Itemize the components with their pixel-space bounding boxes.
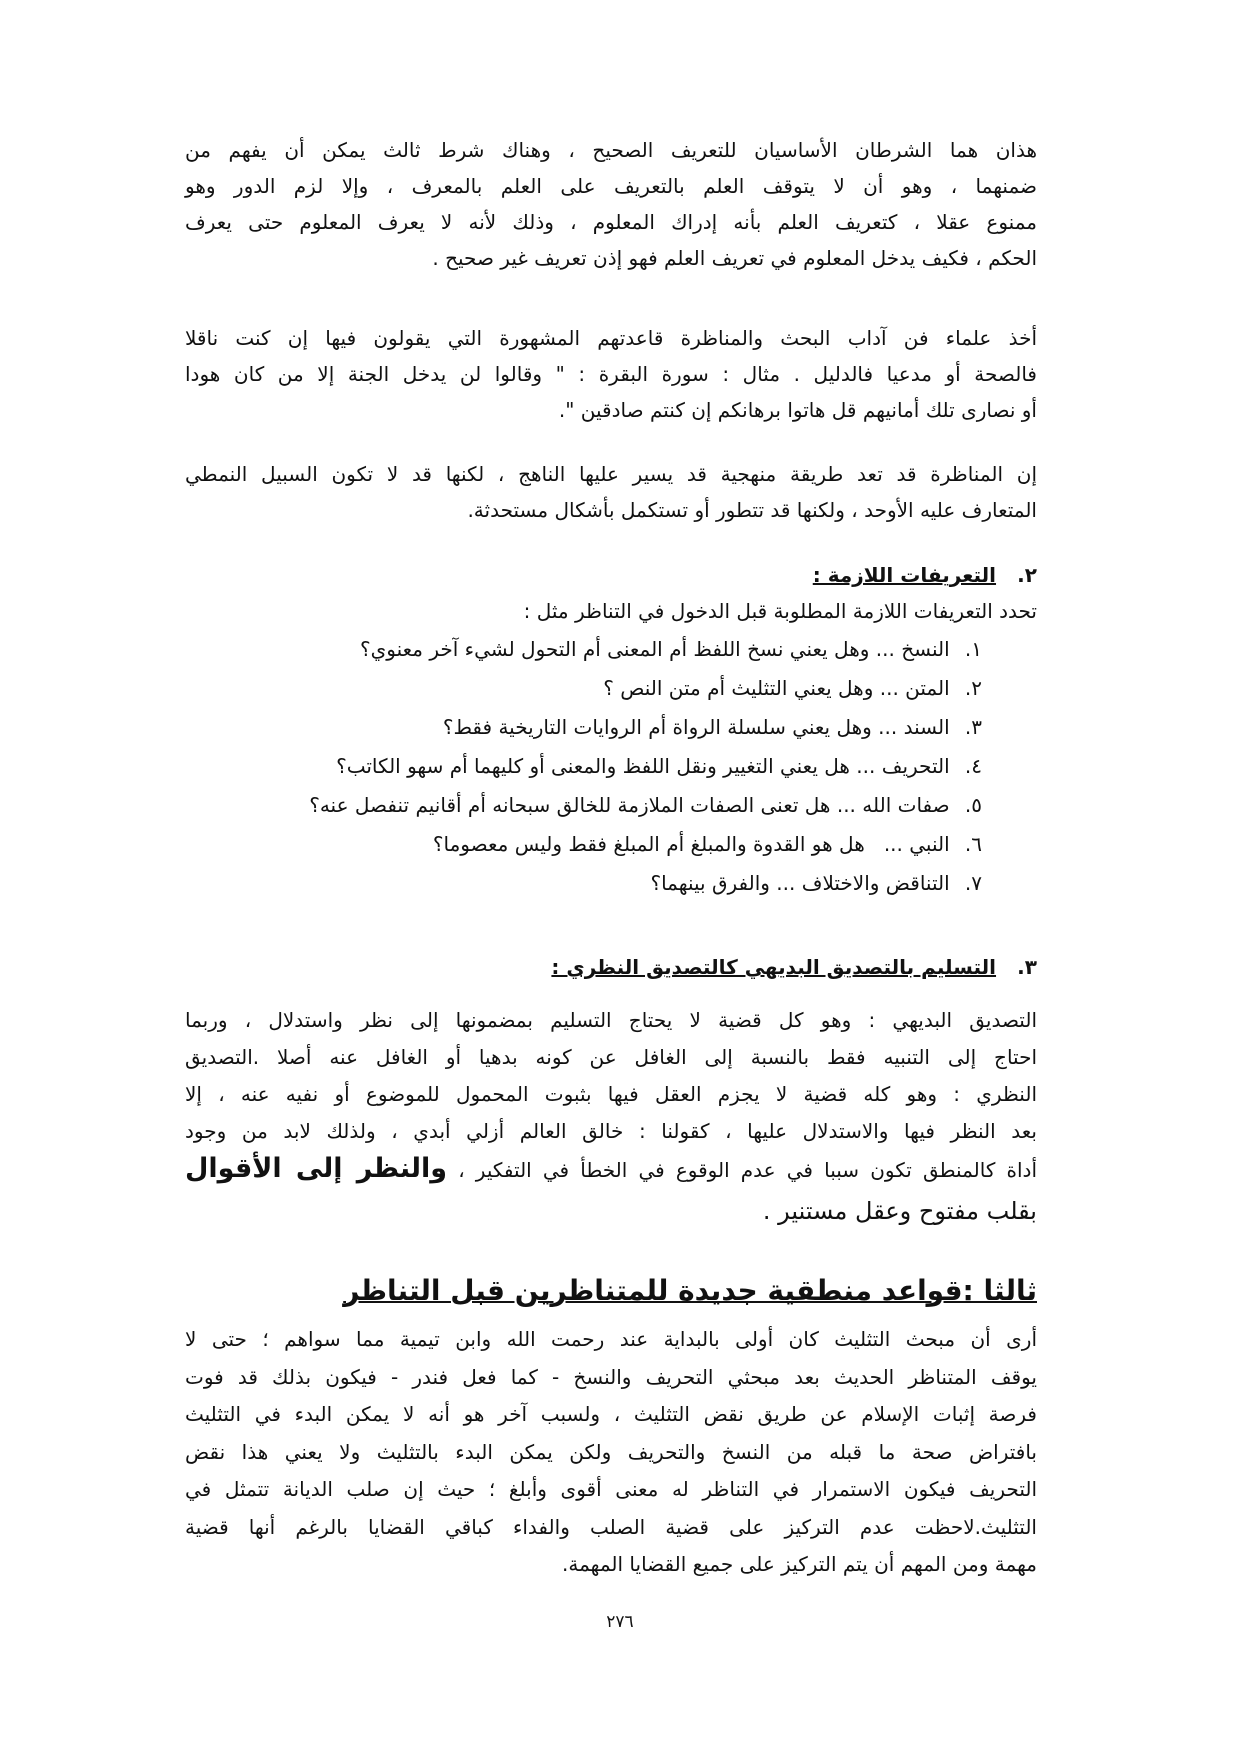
paragraph-line xyxy=(185,1150,1037,1189)
list-item-number: ٢. xyxy=(964,676,982,700)
paragraph-line: إن المناظرة قد تعد طريقة منهجية قد يسير عليها الناهج ، لكنها قد لا تكون السبيل النمطي xyxy=(185,462,1037,486)
list-item-number: ٧. xyxy=(964,871,982,895)
list-item-number: ٦. xyxy=(964,832,982,856)
section-title: التعريفات اللازمة : xyxy=(812,563,997,587)
paragraph-line: التثليث.لاحظت عدم التركيز على قضية الصلب والفداء كباقي القضايا بالرغم أنها قضية xyxy=(185,1514,1037,1539)
paragraph-line: هذان هما الشرطان الأساسيان للتعريف الصحيح ، وهناك شرط ثالث يمكن أن يفهم من xyxy=(185,138,1037,162)
list-item xyxy=(185,669,982,708)
paragraph-line: مهمة ومن المهم أن يتم التركيز على جميع القضايا المهمة. xyxy=(561,1552,1037,1576)
list-item-text: صفات الله ... هل تعنى الصفات الملازمة للخالق سبحانه أم أقانيم تنفصل عنه؟ xyxy=(309,793,950,817)
section-2-intro: تحدد التعريفات اللازمة المطلوبة قبل الدخول في التناظر مثل : xyxy=(523,599,1037,623)
list-item xyxy=(185,864,982,903)
list-item-number: ٣. xyxy=(964,715,982,739)
paragraph-line: بافتراض صحة ما قبله من النسخ والتحريف ولكن يمكن البدء بالتثليث ولا يعني هذا نقض xyxy=(185,1439,1037,1464)
section-title: التسليم بالتصديق البديهي كالتصديق النظري : xyxy=(551,955,997,979)
section-3-paragraph xyxy=(185,1002,1037,1233)
emphasized-text: والنظر إلى الأقوال xyxy=(185,1153,448,1184)
rule-paragraph xyxy=(185,320,1037,428)
third-section-heading: ثالثا :قواعد منطقية جديدة للمتناظرين قبل التناظر xyxy=(343,1274,1037,1307)
list-item-text: النسخ ... وهل يعني نسخ اللفظ أم المعنى أم التحول لشيء آخر معنوي؟ xyxy=(360,637,950,661)
intro-paragraph xyxy=(185,132,1037,276)
paragraph-line: أرى أن مبحث التثليث كان أولى بالبداية عند رحمت الله وابن تيمية مما سواهم ؛ حتى لا xyxy=(185,1327,1037,1351)
paragraph-line: يوقف المتناظر الحديث بعد مبحثي التحريف والنسخ - كما فعل فندر - فيكون بذلك قد فوت xyxy=(185,1364,1037,1389)
paragraph-line: بعد النظر فيها والاستدلال عليها ، كقولنا : خالق العالم أزلي أبدي ، ولذلك لابد من وجود xyxy=(185,1119,1037,1143)
paragraph-line: التصديق البديهي : وهو كل قضية لا يحتاج التسليم بمضمونها إلى نظر واستدلال ، وربما xyxy=(185,1008,1037,1032)
list-item-text: المتن ... وهل يعني التثليث أم متن النص ؟ xyxy=(603,676,950,700)
section-2-heading xyxy=(185,557,1037,593)
list-item-number: ١. xyxy=(964,637,982,661)
line-text: أداة كالمنطق تكون سببا في عدم الوقوع في الخطأ في التفكير ، xyxy=(447,1158,1038,1182)
document-page xyxy=(185,0,1037,1638)
paragraph-line: فالصحة أو مدعيا فالدليل . مثال : سورة البقرة : " وقالوا لن يدخل الجنة إلا من كان هودا xyxy=(185,362,1037,386)
paragraph-line: ممنوع عقلا ، كتعريف العلم بأنه إدراك المعلوم ، وذلك لأنه لا يعرف المعلوم حتى يعرف xyxy=(185,210,1037,234)
paragraph-line: المتعارف عليه الأوحد ، ولكنها قد تتطور أو تستكمل بأشكال مستحدثة. xyxy=(467,498,1037,522)
section-number: ٣. xyxy=(1017,955,1037,979)
paragraph-line: أخذ علماء فن آداب البحث والمناظرة قاعدتهم المشهورة التي يقولون فيها إن كنت ناقلا xyxy=(185,326,1037,350)
list-item xyxy=(185,825,982,864)
definitions-list xyxy=(185,630,1037,903)
list-item-number: ٤. xyxy=(964,754,982,778)
page-number: ٢٧٦ xyxy=(606,1611,634,1632)
list-item-text: النبي ... هل هو القدوة والمبلغ أم المبلغ فقط وليس معصوما؟ xyxy=(432,832,950,856)
list-item-text: السند ... وهل يعني سلسلة الرواة أم الروايات التاريخية فقط؟ xyxy=(442,715,950,739)
section-3-heading xyxy=(185,949,1037,985)
paragraph-line: الحكم ، فكيف يدخل المعلوم في تعريف العلم فهو إذن تعريف غير صحيح . xyxy=(432,246,1037,270)
paragraph-line: ضمنهما ، وهو أن لا يتوقف العلم بالتعريف على العلم بالمعرف ، وإلا لزم الدور وهو xyxy=(185,174,1037,198)
list-item-number: ٥. xyxy=(964,793,982,817)
list-item xyxy=(185,708,982,747)
paragraph-line: فرصة إثبات الإسلام عن طريق نقض التثليث ، ولسبب آخر هو أنه لا يمكن البدء في التثليث xyxy=(185,1402,1037,1426)
paragraph-line: التحريف فيكون الاستمرار في التناظر له معنى أقوى وأبلغ ؛ حيث إن صلب الديانة تتمثل في xyxy=(185,1477,1037,1501)
paragraph-line: أو نصارى تلك أمانيهم قل هاتوا برهانكم إن كنتم صادقين ". xyxy=(558,398,1037,422)
list-item-text: التحريف ... هل يعني التغيير ونقل اللفظ والمعنى أو كليهما أم سهو الكاتب؟ xyxy=(336,754,950,778)
paragraph-line: بقلب مفتوح وعقل مستنير . xyxy=(762,1197,1037,1225)
list-item xyxy=(185,747,982,786)
list-item xyxy=(185,786,982,825)
paragraph-line: النظري : وهو كله قضية لا يجزم العقل فيها بثبوت المحمول للموضوع أو نفيه عنه ، إلا xyxy=(185,1082,1037,1106)
list-item xyxy=(185,630,982,669)
third-section-paragraph xyxy=(185,1321,1037,1584)
debate-paragraph xyxy=(185,456,1037,528)
list-item-text: التناقض والاختلاف ... والفرق بينهما؟ xyxy=(650,871,950,895)
section-number: ٢. xyxy=(1017,563,1037,587)
paragraph-line: احتاج إلى التنبيه فقط بالنسبة إلى الغافل عن كونه بدهيا أو الغافل عنه أصلا .التصديق xyxy=(185,1045,1037,1069)
